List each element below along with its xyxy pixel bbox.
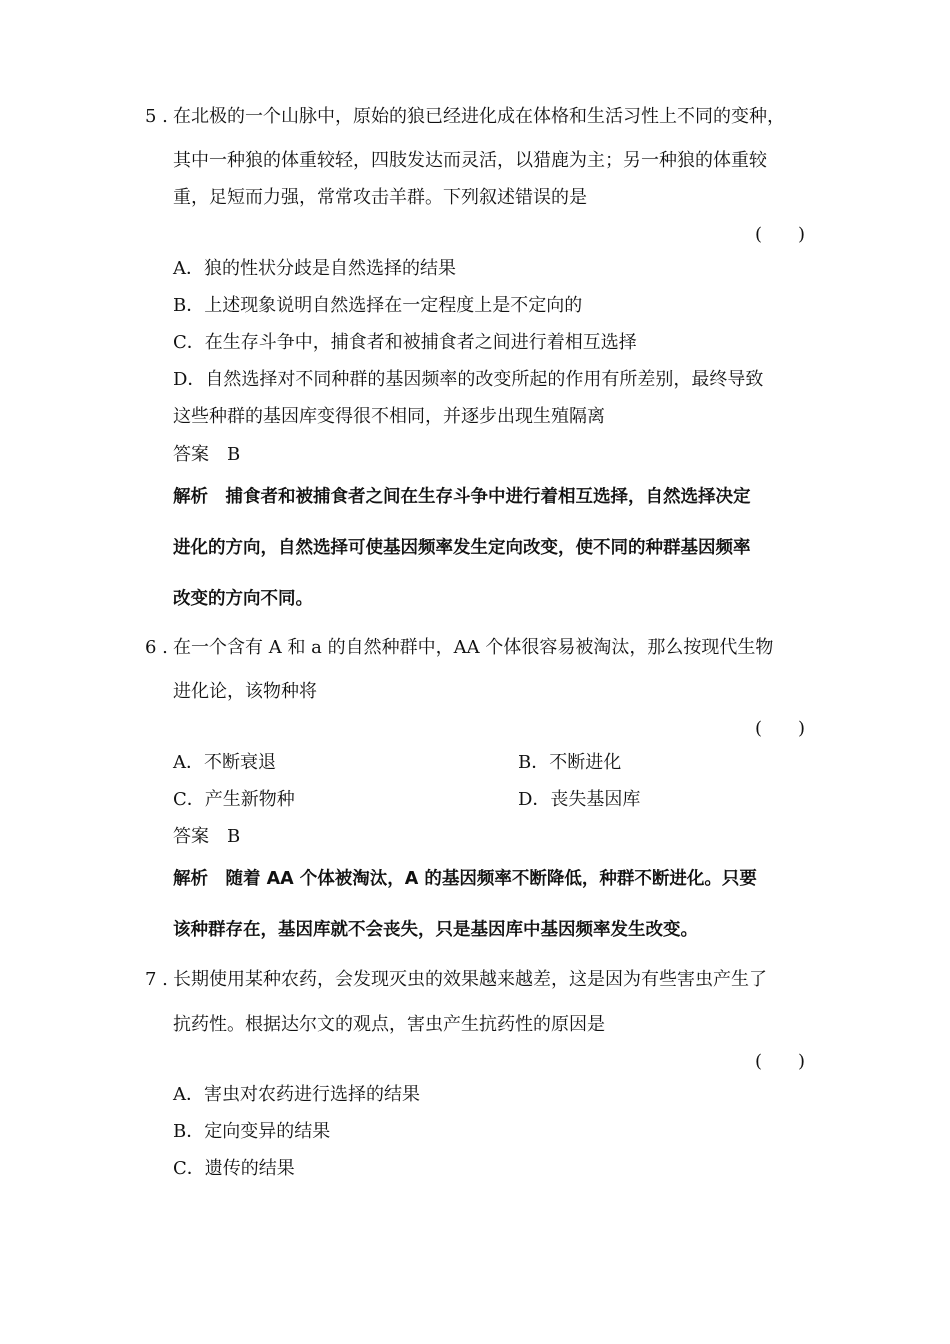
answer-parentheses: ( ) <box>755 224 806 245</box>
answer: 答案 B <box>173 826 241 847</box>
option-b: B．上述现象说明自然选择在一定程度上是不定向的 <box>173 295 583 316</box>
answer: 答案 B <box>173 444 241 465</box>
question-stem-line: 重，足短而力强，常常攻击羊群。下列叙述错误的是 <box>173 187 587 208</box>
question-stem-line: 其中一种狼的体重较轻，四肢发达而灵活，以猎鹿为主；另一种狼的体重较 <box>173 150 767 171</box>
option-a: A．不断衰退 <box>173 752 276 773</box>
analysis-line: 解析 随着 AA 个体被淘汰，A 的基因频率不断降低，种群不断进化。只要 <box>173 869 757 889</box>
answer-parentheses: ( ) <box>755 718 806 739</box>
option-a: A．狼的性状分歧是自然选择的结果 <box>173 258 456 279</box>
question-stem-line: 长期使用某种农药，会发现灭虫的效果越来越差，这是因为有些害虫产生了 <box>173 969 767 990</box>
answer-parentheses: ( ) <box>755 1051 806 1072</box>
question-number: 5 . <box>145 106 168 127</box>
analysis-line: 该种群存在，基因库就不会丧失，只是基因库中基因频率发生改变。 <box>173 920 698 940</box>
analysis-line: 改变的方向不同。 <box>173 589 313 609</box>
option-d-continued: 这些种群的基因库变得很不相同，并逐步出现生殖隔离 <box>173 406 605 427</box>
option-c: C．产生新物种 <box>173 789 295 810</box>
question-stem-line: 进化论，该物种将 <box>173 681 317 702</box>
option-d: D．自然选择对不同种群的基因频率的改变所起的作用有所差别，最终导致 <box>173 369 764 390</box>
question-stem-line: 抗药性。根据达尔文的观点，害虫产生抗药性的原因是 <box>173 1014 605 1035</box>
question-stem-line: 在一个含有 A 和 a 的自然种群中，AA 个体很容易被淘汰，那么按现代生物 <box>173 637 774 658</box>
analysis-line: 解析 捕食者和被捕食者之间在生存斗争中进行着相互选择，自然选择决定 <box>173 487 751 507</box>
option-b: B．定向变异的结果 <box>173 1121 331 1142</box>
question-stem-line: 在北极的一个山脉中，原始的狼已经进化成在体格和生活习性上不同的变种， <box>173 106 785 127</box>
option-a: A．害虫对农药进行选择的结果 <box>173 1084 420 1105</box>
question-number: 6 . <box>145 637 168 658</box>
analysis-line: 进化的方向，自然选择可使基因频率发生定向改变，使不同的种群基因频率 <box>173 538 751 558</box>
option-c: C．在生存斗争中，捕食者和被捕食者之间进行着相互选择 <box>173 332 637 353</box>
question-number: 7 . <box>145 969 168 990</box>
option-d: D．丧失基因库 <box>518 789 641 810</box>
option-b: B．不断进化 <box>518 752 622 773</box>
option-c: C．遗传的结果 <box>173 1158 295 1179</box>
